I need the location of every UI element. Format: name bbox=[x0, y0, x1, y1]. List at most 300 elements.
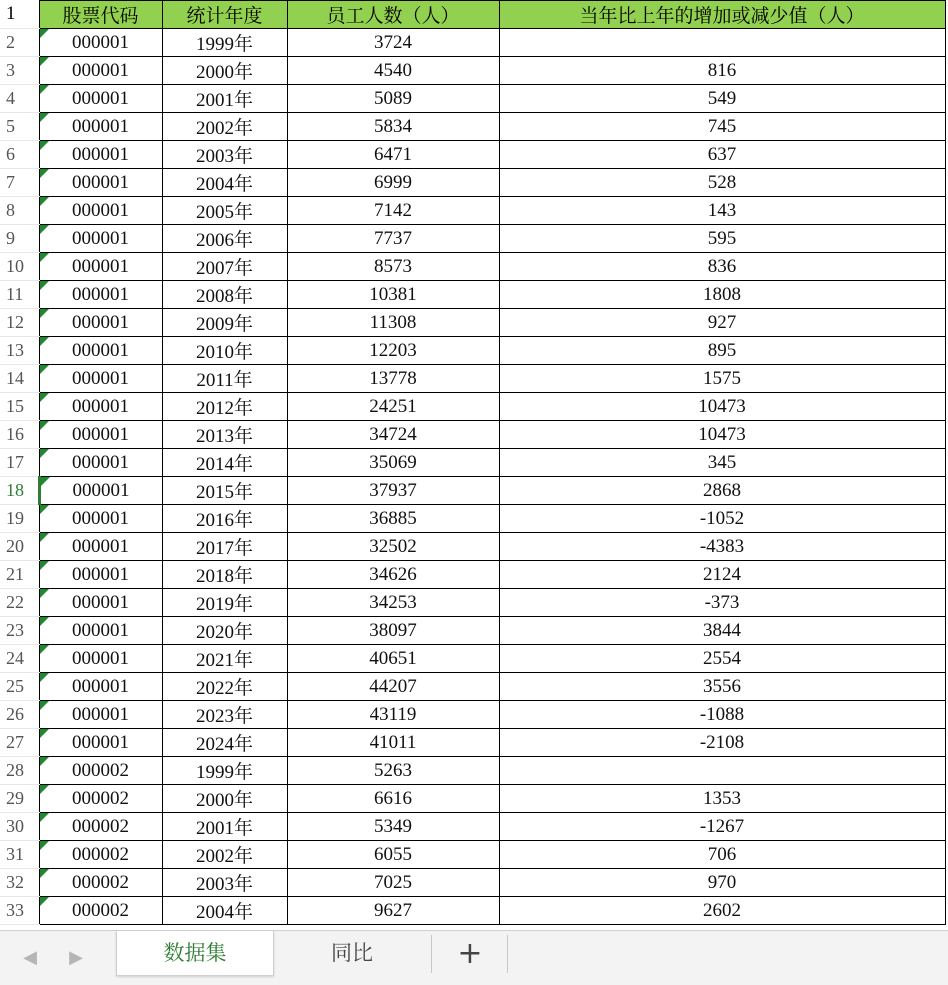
row-number[interactable]: 14 bbox=[0, 365, 39, 393]
data-cell[interactable] bbox=[287, 673, 499, 701]
cell-value: 4540 bbox=[374, 59, 412, 81]
data-cell[interactable] bbox=[499, 589, 945, 617]
data-cell[interactable] bbox=[499, 477, 945, 505]
data-cell[interactable] bbox=[499, 869, 945, 897]
data-cell[interactable] bbox=[287, 29, 499, 57]
cell-value: 10473 bbox=[698, 423, 746, 445]
cell-value: 2015年 bbox=[195, 482, 253, 503]
row-number[interactable]: 4 bbox=[0, 85, 39, 113]
data-cell[interactable] bbox=[499, 561, 945, 589]
text-format-indicator-icon bbox=[40, 253, 49, 262]
data-cell[interactable] bbox=[162, 281, 287, 309]
cell-value: 2011年 bbox=[196, 370, 253, 391]
cell-value: 000002 bbox=[72, 815, 129, 837]
data-cell[interactable] bbox=[39, 757, 162, 785]
cell-value: 40651 bbox=[369, 647, 417, 669]
data-cell[interactable] bbox=[162, 897, 287, 925]
data-cell[interactable] bbox=[39, 365, 162, 393]
cell-value: 000001 bbox=[72, 339, 129, 361]
cell-value: 2014年 bbox=[195, 454, 253, 475]
cell-value: 38097 bbox=[369, 619, 417, 641]
data-cell[interactable] bbox=[162, 589, 287, 617]
data-cell[interactable] bbox=[287, 701, 499, 729]
cell-value: 000001 bbox=[72, 647, 129, 669]
data-cell[interactable] bbox=[39, 85, 162, 113]
cell-value: 2024年 bbox=[195, 734, 253, 755]
data-cell[interactable] bbox=[39, 869, 162, 897]
data-cell[interactable] bbox=[287, 253, 499, 281]
table-row bbox=[0, 589, 945, 617]
data-cell[interactable] bbox=[499, 729, 945, 757]
text-format-indicator-icon bbox=[40, 785, 49, 794]
data-cell[interactable] bbox=[162, 617, 287, 645]
data-cell[interactable] bbox=[39, 813, 162, 841]
data-cell[interactable] bbox=[162, 841, 287, 869]
cell-value: 2010年 bbox=[195, 342, 253, 363]
data-cell[interactable] bbox=[162, 673, 287, 701]
table-row bbox=[0, 533, 945, 561]
data-cell[interactable] bbox=[39, 169, 162, 197]
next-sheet-icon[interactable]: ▶ bbox=[69, 947, 83, 968]
cell-value: 000001 bbox=[72, 59, 129, 81]
cell-value: 1808 bbox=[703, 283, 741, 305]
table-row bbox=[0, 365, 945, 393]
cell-value: 3844 bbox=[703, 619, 741, 641]
row-number[interactable]: 24 bbox=[0, 645, 39, 673]
data-cell[interactable] bbox=[39, 701, 162, 729]
data-cell[interactable] bbox=[162, 113, 287, 141]
row-number[interactable]: 12 bbox=[0, 309, 39, 337]
table-row bbox=[0, 729, 945, 757]
cell-value: 000001 bbox=[72, 31, 129, 53]
cell-value: 000001 bbox=[72, 199, 129, 221]
data-cell[interactable] bbox=[39, 421, 162, 449]
data-cell[interactable] bbox=[287, 309, 499, 337]
header-row bbox=[0, 1, 945, 29]
data-cell[interactable] bbox=[287, 365, 499, 393]
data-cell[interactable] bbox=[287, 57, 499, 85]
cell-value: 41011 bbox=[369, 731, 417, 753]
cell-value: 3724 bbox=[374, 31, 412, 53]
data-cell[interactable] bbox=[499, 757, 945, 785]
cell-value: 2003年 bbox=[195, 146, 253, 167]
data-cell[interactable] bbox=[162, 85, 287, 113]
data-cell[interactable] bbox=[499, 281, 945, 309]
text-format-indicator-icon bbox=[40, 57, 49, 66]
data-cell[interactable] bbox=[39, 29, 162, 57]
row-number[interactable]: 16 bbox=[0, 421, 39, 449]
cell-value: 000001 bbox=[72, 423, 129, 445]
data-cell[interactable] bbox=[162, 225, 287, 253]
cell-value: 000001 bbox=[72, 367, 129, 389]
data-cell[interactable] bbox=[39, 449, 162, 477]
column-header-cell[interactable]: 当年比上年的增加或减少值（人） bbox=[499, 1, 945, 29]
cell-value: 000001 bbox=[72, 675, 129, 697]
row-number[interactable]: 5 bbox=[0, 113, 39, 141]
cell-value: 000001 bbox=[72, 171, 129, 193]
data-cell[interactable] bbox=[499, 365, 945, 393]
tab-divider bbox=[431, 935, 432, 973]
data-cell[interactable] bbox=[39, 841, 162, 869]
data-cell[interactable] bbox=[39, 505, 162, 533]
cell-value: 6999 bbox=[374, 171, 412, 193]
data-cell[interactable] bbox=[287, 421, 499, 449]
row-number[interactable]: 33 bbox=[0, 897, 39, 925]
data-cell[interactable] bbox=[162, 701, 287, 729]
row-number[interactable]: 23 bbox=[0, 617, 39, 645]
cell-value: 000001 bbox=[72, 311, 129, 333]
data-cell[interactable] bbox=[499, 197, 945, 225]
cell-value: 10473 bbox=[698, 395, 746, 417]
data-cell[interactable] bbox=[39, 253, 162, 281]
cell-value: 000001 bbox=[72, 731, 129, 753]
table-row bbox=[0, 337, 945, 365]
table-row bbox=[0, 841, 945, 869]
data-cell[interactable] bbox=[499, 673, 945, 701]
row-number[interactable]: 3 bbox=[0, 57, 39, 85]
column-header-cell[interactable]: 股票代码 bbox=[39, 1, 162, 29]
cell-value: 37937 bbox=[369, 479, 417, 501]
data-cell[interactable] bbox=[499, 141, 945, 169]
cell-value: 2022年 bbox=[195, 678, 253, 699]
cell-value: 36885 bbox=[369, 507, 417, 529]
cell-value: 3556 bbox=[703, 675, 741, 697]
row-number[interactable]: 19 bbox=[0, 505, 39, 533]
table-row bbox=[0, 477, 945, 505]
cell-value: 7142 bbox=[374, 199, 412, 221]
data-cell[interactable] bbox=[39, 197, 162, 225]
text-format-indicator-icon bbox=[40, 617, 49, 626]
data-cell[interactable] bbox=[287, 113, 499, 141]
cell-value: 1575 bbox=[703, 367, 741, 389]
cell-value: 2017年 bbox=[195, 538, 253, 559]
data-cell[interactable] bbox=[287, 841, 499, 869]
cell-value: 000001 bbox=[72, 563, 129, 585]
data-cell[interactable] bbox=[39, 785, 162, 813]
cell-value: 000002 bbox=[72, 759, 129, 781]
data-cell[interactable] bbox=[287, 757, 499, 785]
data-cell[interactable] bbox=[162, 757, 287, 785]
table-row bbox=[0, 225, 945, 253]
cell-value: 2009年 bbox=[195, 314, 253, 335]
data-cell[interactable] bbox=[287, 869, 499, 897]
data-cell[interactable] bbox=[39, 141, 162, 169]
cell-value: 2019年 bbox=[195, 594, 253, 615]
cell-value: 2012年 bbox=[195, 398, 253, 419]
cell-value: 000002 bbox=[72, 899, 129, 921]
data-cell[interactable] bbox=[162, 309, 287, 337]
text-format-indicator-icon bbox=[40, 561, 49, 570]
data-cell[interactable] bbox=[162, 365, 287, 393]
cell-value: 2018年 bbox=[195, 566, 253, 587]
data-cell[interactable] bbox=[162, 813, 287, 841]
cell-value: -1267 bbox=[699, 815, 745, 837]
row-number[interactable]: 15 bbox=[0, 393, 39, 421]
tab-yoy[interactable]: 同比 bbox=[331, 941, 373, 965]
data-cell[interactable] bbox=[499, 841, 945, 869]
data-cell[interactable] bbox=[499, 645, 945, 673]
data-cell[interactable] bbox=[162, 393, 287, 421]
table-row bbox=[0, 141, 945, 169]
text-format-indicator-icon bbox=[40, 365, 49, 374]
data-cell[interactable] bbox=[287, 393, 499, 421]
text-format-indicator-icon bbox=[40, 869, 49, 878]
cell-value: 2021年 bbox=[195, 650, 253, 671]
text-format-indicator-icon bbox=[40, 113, 49, 122]
data-cell[interactable] bbox=[162, 169, 287, 197]
data-cell[interactable] bbox=[162, 477, 287, 505]
data-cell[interactable] bbox=[499, 533, 945, 561]
data-cell[interactable] bbox=[287, 729, 499, 757]
data-cell[interactable] bbox=[287, 589, 499, 617]
cell-value: -373 bbox=[704, 591, 740, 613]
table-row bbox=[0, 29, 945, 57]
cell-value: 35069 bbox=[369, 451, 417, 473]
data-cell[interactable] bbox=[287, 337, 499, 365]
data-cell[interactable] bbox=[499, 617, 945, 645]
cell-value: 2016年 bbox=[195, 510, 253, 531]
add-sheet-button[interactable]: + bbox=[457, 936, 483, 971]
text-format-indicator-icon bbox=[40, 197, 49, 206]
cell-value: 000002 bbox=[72, 843, 129, 865]
data-cell[interactable] bbox=[39, 393, 162, 421]
cell-value: 2554 bbox=[703, 647, 741, 669]
cell-value: 24251 bbox=[369, 395, 417, 417]
data-cell[interactable] bbox=[287, 449, 499, 477]
cell-value: -1052 bbox=[699, 507, 745, 529]
cell-value: 2868 bbox=[703, 479, 741, 501]
cell-value: 10381 bbox=[369, 283, 417, 305]
data-cell[interactable] bbox=[39, 897, 162, 925]
data-cell[interactable] bbox=[39, 477, 162, 505]
data-cell[interactable] bbox=[499, 813, 945, 841]
cell-value: 2004年 bbox=[195, 174, 253, 195]
row-number[interactable]: 29 bbox=[0, 785, 39, 813]
data-cell[interactable] bbox=[287, 813, 499, 841]
tab-dataset[interactable]: 数据集 bbox=[116, 931, 274, 976]
data-cell[interactable] bbox=[499, 113, 945, 141]
cell-value: 1999年 bbox=[195, 34, 253, 55]
row-number[interactable]: 17 bbox=[0, 449, 39, 477]
data-cell[interactable] bbox=[39, 281, 162, 309]
column-header-cell[interactable]: 统计年度 bbox=[162, 1, 287, 29]
cell-value: 000001 bbox=[72, 703, 129, 725]
table-row bbox=[0, 785, 945, 813]
data-cell[interactable] bbox=[287, 225, 499, 253]
data-cell[interactable] bbox=[39, 729, 162, 757]
text-format-indicator-icon bbox=[40, 813, 49, 822]
row-number[interactable]: 13 bbox=[0, 337, 39, 365]
data-cell[interactable] bbox=[499, 29, 945, 57]
text-format-indicator-icon bbox=[40, 701, 49, 710]
column-header-cell[interactable]: 员工人数（人） bbox=[287, 1, 499, 29]
row-number[interactable]: 27 bbox=[0, 729, 39, 757]
data-cell[interactable] bbox=[287, 897, 499, 925]
data-cell[interactable] bbox=[39, 589, 162, 617]
cell-value: 000001 bbox=[72, 395, 129, 417]
data-cell[interactable] bbox=[39, 309, 162, 337]
cell-value: 2004年 bbox=[195, 902, 253, 923]
row-number[interactable]: 11 bbox=[0, 281, 39, 309]
data-cell[interactable] bbox=[287, 281, 499, 309]
data-cell[interactable] bbox=[39, 561, 162, 589]
row-number[interactable]: 32 bbox=[0, 869, 39, 897]
cell-value: 000001 bbox=[72, 591, 129, 613]
sheet-tab-bar bbox=[0, 930, 948, 985]
text-format-indicator-icon bbox=[41, 477, 50, 486]
cell-value: 2008年 bbox=[195, 286, 253, 307]
data-cell[interactable] bbox=[499, 57, 945, 85]
cell-value: 637 bbox=[707, 143, 737, 165]
data-cell[interactable] bbox=[499, 897, 945, 925]
data-cell[interactable] bbox=[162, 449, 287, 477]
data-cell[interactable] bbox=[287, 85, 499, 113]
cell-value: 8573 bbox=[374, 255, 412, 277]
cell-value: 000002 bbox=[72, 871, 129, 893]
data-cell[interactable] bbox=[162, 505, 287, 533]
data-cell[interactable] bbox=[162, 141, 287, 169]
cell-value: 2006年 bbox=[195, 230, 253, 251]
row-number[interactable]: 26 bbox=[0, 701, 39, 729]
data-cell[interactable] bbox=[499, 253, 945, 281]
cell-value: 816 bbox=[707, 59, 737, 81]
data-cell[interactable] bbox=[39, 617, 162, 645]
text-format-indicator-icon bbox=[40, 169, 49, 178]
row-number[interactable]: 8 bbox=[0, 197, 39, 225]
row-number[interactable]: 2 bbox=[0, 29, 39, 57]
data-cell[interactable] bbox=[499, 393, 945, 421]
data-cell[interactable] bbox=[499, 421, 945, 449]
data-cell[interactable] bbox=[39, 337, 162, 365]
cell-value: 2000年 bbox=[195, 62, 253, 83]
data-cell[interactable] bbox=[499, 85, 945, 113]
data-cell[interactable] bbox=[39, 57, 162, 85]
cell-value: 000001 bbox=[72, 87, 129, 109]
data-cell[interactable] bbox=[162, 197, 287, 225]
cell-value: -4383 bbox=[699, 535, 745, 557]
cell-value: 745 bbox=[707, 115, 737, 137]
cell-value: 000001 bbox=[72, 535, 129, 557]
data-cell[interactable] bbox=[499, 309, 945, 337]
row-number[interactable]: 6 bbox=[0, 141, 39, 169]
data-cell[interactable] bbox=[39, 673, 162, 701]
cell-value: 44207 bbox=[369, 675, 417, 697]
cell-value: 2001年 bbox=[195, 818, 253, 839]
data-cell[interactable] bbox=[162, 533, 287, 561]
cell-value: 13778 bbox=[369, 367, 417, 389]
row-number[interactable]: 22 bbox=[0, 589, 39, 617]
cell-value: 000001 bbox=[72, 507, 129, 529]
data-cell[interactable] bbox=[39, 645, 162, 673]
row-number[interactable]: 30 bbox=[0, 813, 39, 841]
data-cell[interactable] bbox=[39, 113, 162, 141]
data-cell[interactable] bbox=[162, 253, 287, 281]
cell-value: 2124 bbox=[703, 563, 741, 585]
cell-value: 43119 bbox=[369, 703, 417, 725]
data-cell[interactable] bbox=[287, 477, 499, 505]
row-number[interactable]: 10 bbox=[0, 253, 39, 281]
text-format-indicator-icon bbox=[40, 141, 49, 150]
cell-value: 5089 bbox=[374, 87, 412, 109]
cell-value: 000001 bbox=[72, 255, 129, 277]
data-cell[interactable] bbox=[162, 57, 287, 85]
row-number[interactable]: 9 bbox=[0, 225, 39, 253]
cell-value: 000002 bbox=[72, 787, 129, 809]
data-cell[interactable] bbox=[287, 617, 499, 645]
data-cell[interactable] bbox=[499, 785, 945, 813]
data-cell[interactable] bbox=[39, 225, 162, 253]
data-cell[interactable] bbox=[287, 785, 499, 813]
cell-value: 595 bbox=[707, 227, 737, 249]
data-cell[interactable] bbox=[499, 225, 945, 253]
row-number[interactable]: 31 bbox=[0, 841, 39, 869]
cell-value: 2007年 bbox=[195, 258, 253, 279]
data-cell[interactable] bbox=[287, 169, 499, 197]
data-cell[interactable] bbox=[287, 505, 499, 533]
data-cell[interactable] bbox=[499, 169, 945, 197]
cell-value: 5263 bbox=[374, 759, 412, 781]
data-cell[interactable] bbox=[287, 561, 499, 589]
data-cell[interactable] bbox=[162, 561, 287, 589]
data-cell[interactable] bbox=[287, 645, 499, 673]
prev-sheet-icon[interactable]: ◀ bbox=[23, 947, 37, 968]
row-number[interactable]: 20 bbox=[0, 533, 39, 561]
cell-value: 2003年 bbox=[195, 874, 253, 895]
data-cell[interactable] bbox=[162, 729, 287, 757]
data-cell[interactable] bbox=[162, 645, 287, 673]
cell-value: 706 bbox=[707, 843, 737, 865]
cell-value: 345 bbox=[707, 451, 737, 473]
data-cell[interactable] bbox=[162, 337, 287, 365]
data-cell[interactable] bbox=[499, 449, 945, 477]
row-number[interactable]: 1 bbox=[0, 1, 39, 29]
text-format-indicator-icon bbox=[40, 757, 49, 766]
data-cell[interactable] bbox=[499, 701, 945, 729]
data-cell[interactable] bbox=[287, 141, 499, 169]
table-row bbox=[0, 57, 945, 85]
data-cell[interactable] bbox=[287, 197, 499, 225]
cell-value: 6055 bbox=[374, 843, 412, 865]
row-number[interactable]: 18 bbox=[0, 477, 39, 505]
row-number[interactable]: 21 bbox=[0, 561, 39, 589]
data-cell[interactable] bbox=[287, 533, 499, 561]
text-format-indicator-icon bbox=[40, 449, 49, 458]
row-number[interactable]: 7 bbox=[0, 169, 39, 197]
cell-value: 000001 bbox=[72, 479, 130, 501]
text-format-indicator-icon bbox=[40, 533, 49, 542]
cell-value: 2005年 bbox=[195, 202, 253, 223]
data-cell[interactable] bbox=[499, 337, 945, 365]
table-row bbox=[0, 169, 945, 197]
text-format-indicator-icon bbox=[40, 729, 49, 738]
data-cell[interactable] bbox=[499, 505, 945, 533]
data-cell[interactable] bbox=[39, 533, 162, 561]
table-row bbox=[0, 645, 945, 673]
row-number[interactable]: 28 bbox=[0, 757, 39, 785]
cell-value: 000001 bbox=[72, 227, 129, 249]
data-cell[interactable] bbox=[162, 869, 287, 897]
text-format-indicator-icon bbox=[40, 505, 49, 514]
tab-divider bbox=[507, 935, 508, 973]
cell-value: 1999年 bbox=[195, 762, 253, 783]
row-number[interactable]: 25 bbox=[0, 673, 39, 701]
text-format-indicator-icon bbox=[40, 673, 49, 682]
data-cell[interactable] bbox=[162, 29, 287, 57]
text-format-indicator-icon bbox=[40, 421, 49, 430]
text-format-indicator-icon bbox=[40, 589, 49, 598]
data-cell[interactable] bbox=[162, 785, 287, 813]
data-cell[interactable] bbox=[162, 421, 287, 449]
